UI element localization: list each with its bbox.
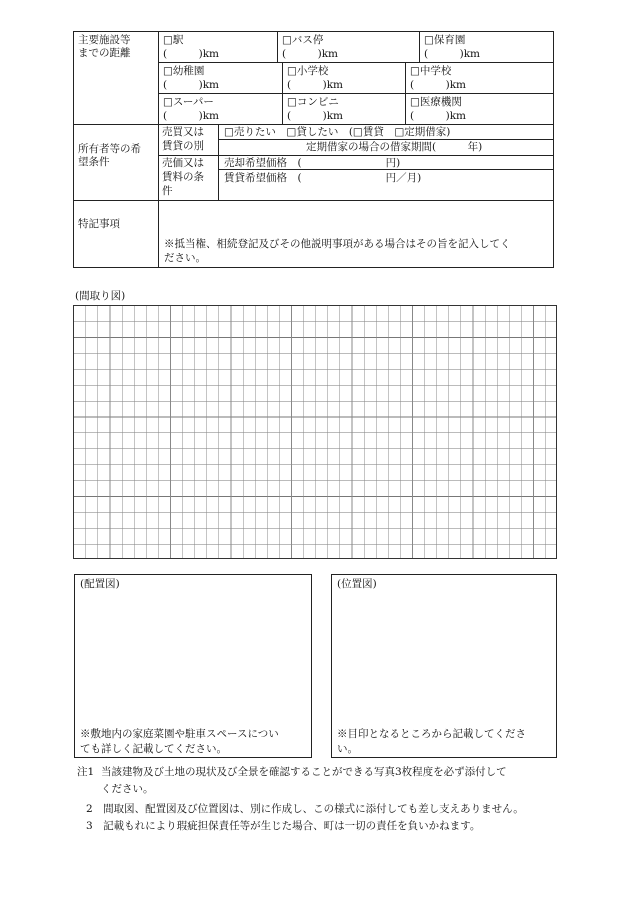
deal-type-options: □売りたい □貸したい (□賃貸 □定期借家) (224, 126, 451, 138)
facility-junior-high-km: ( )km (410, 79, 467, 91)
owner-label-line1: 所有者等の希 (78, 143, 141, 155)
price-label-line1: 売価又は (162, 157, 204, 169)
facility-station: □駅 (163, 34, 184, 46)
layout-plan-label: (配置図) (80, 578, 120, 590)
price-label-line3: 件 (162, 185, 173, 197)
facility-bus-stop: □バス停 (282, 34, 324, 46)
lease-period: 定期借家の場合の借家期間( 年) (306, 141, 483, 153)
facility-supermarket: □スーパー (163, 96, 214, 108)
deal-type-label-line2: 賃貸の別 (162, 140, 204, 152)
layout-plan-note-line2: ても詳しく記載してください。 (80, 743, 227, 755)
floorplan-label: (間取り図) (75, 290, 126, 302)
location-map-note-line1: ※目印となるところから記載してくださ (337, 728, 526, 740)
sale-price: 売却希望価格 ( 円) (224, 157, 401, 169)
facility-elementary: □小学校 (287, 65, 329, 77)
price-label-line2: 賃料の条 (162, 171, 204, 183)
facility-nursery-km: ( )km (424, 48, 481, 60)
facility-convenience: □コンビニ (287, 96, 339, 108)
facility-bus-stop-km: ( )km (282, 48, 339, 60)
facility-convenience-km: ( )km (287, 110, 344, 122)
floorplan-grid (73, 305, 557, 559)
distance-label-line1: 主要施設等 (78, 34, 131, 46)
note-1-line1: 当該建物及び土地の現状及び全景を確認することができる写真3枚程度を必ず添付して (101, 766, 507, 778)
owner-label-line2: 望条件 (78, 156, 110, 168)
facility-elementary-km: ( )km (287, 79, 344, 91)
location-map-label: (位置図) (337, 578, 377, 590)
rent-price: 賃貸希望価格 ( 円／月) (224, 172, 422, 184)
distance-label-line2: までの距離 (78, 47, 131, 59)
note-2: 2 間取図、配置図及び位置図は、別に作成し、この様式に添付しても差し支えありません。 (86, 803, 524, 815)
remarks-note-line2: ださい。 (164, 252, 206, 264)
note-1-line2: ください。 (101, 783, 154, 795)
facility-medical: □医療機関 (410, 96, 462, 108)
remarks-note-line1: ※抵当権、相続登記及びその他説明事項がある場合はその旨を記入してく (164, 238, 511, 250)
layout-plan-note-line1: ※敷地内の家庭菜園や駐車スペースについ (80, 728, 279, 740)
facility-junior-high: □中学校 (410, 65, 452, 77)
deal-type-label-line1: 売買又は (162, 126, 204, 138)
location-map-note-line2: い。 (337, 743, 358, 755)
facility-supermarket-km: ( )km (163, 110, 220, 122)
facility-kindergarten: □幼稚園 (163, 65, 205, 77)
facility-station-km: ( )km (163, 48, 220, 60)
facility-nursery: □保育園 (424, 34, 466, 46)
note-1-prefix: 注1 (77, 766, 95, 778)
remarks-label: 特記事項 (78, 218, 120, 230)
facility-medical-km: ( )km (410, 110, 467, 122)
note-3: 3 記載もれにより瑕疵担保責任等が生じた場合、町は一切の責任を負いかねます。 (86, 820, 481, 832)
facility-kindergarten-km: ( )km (163, 79, 220, 91)
